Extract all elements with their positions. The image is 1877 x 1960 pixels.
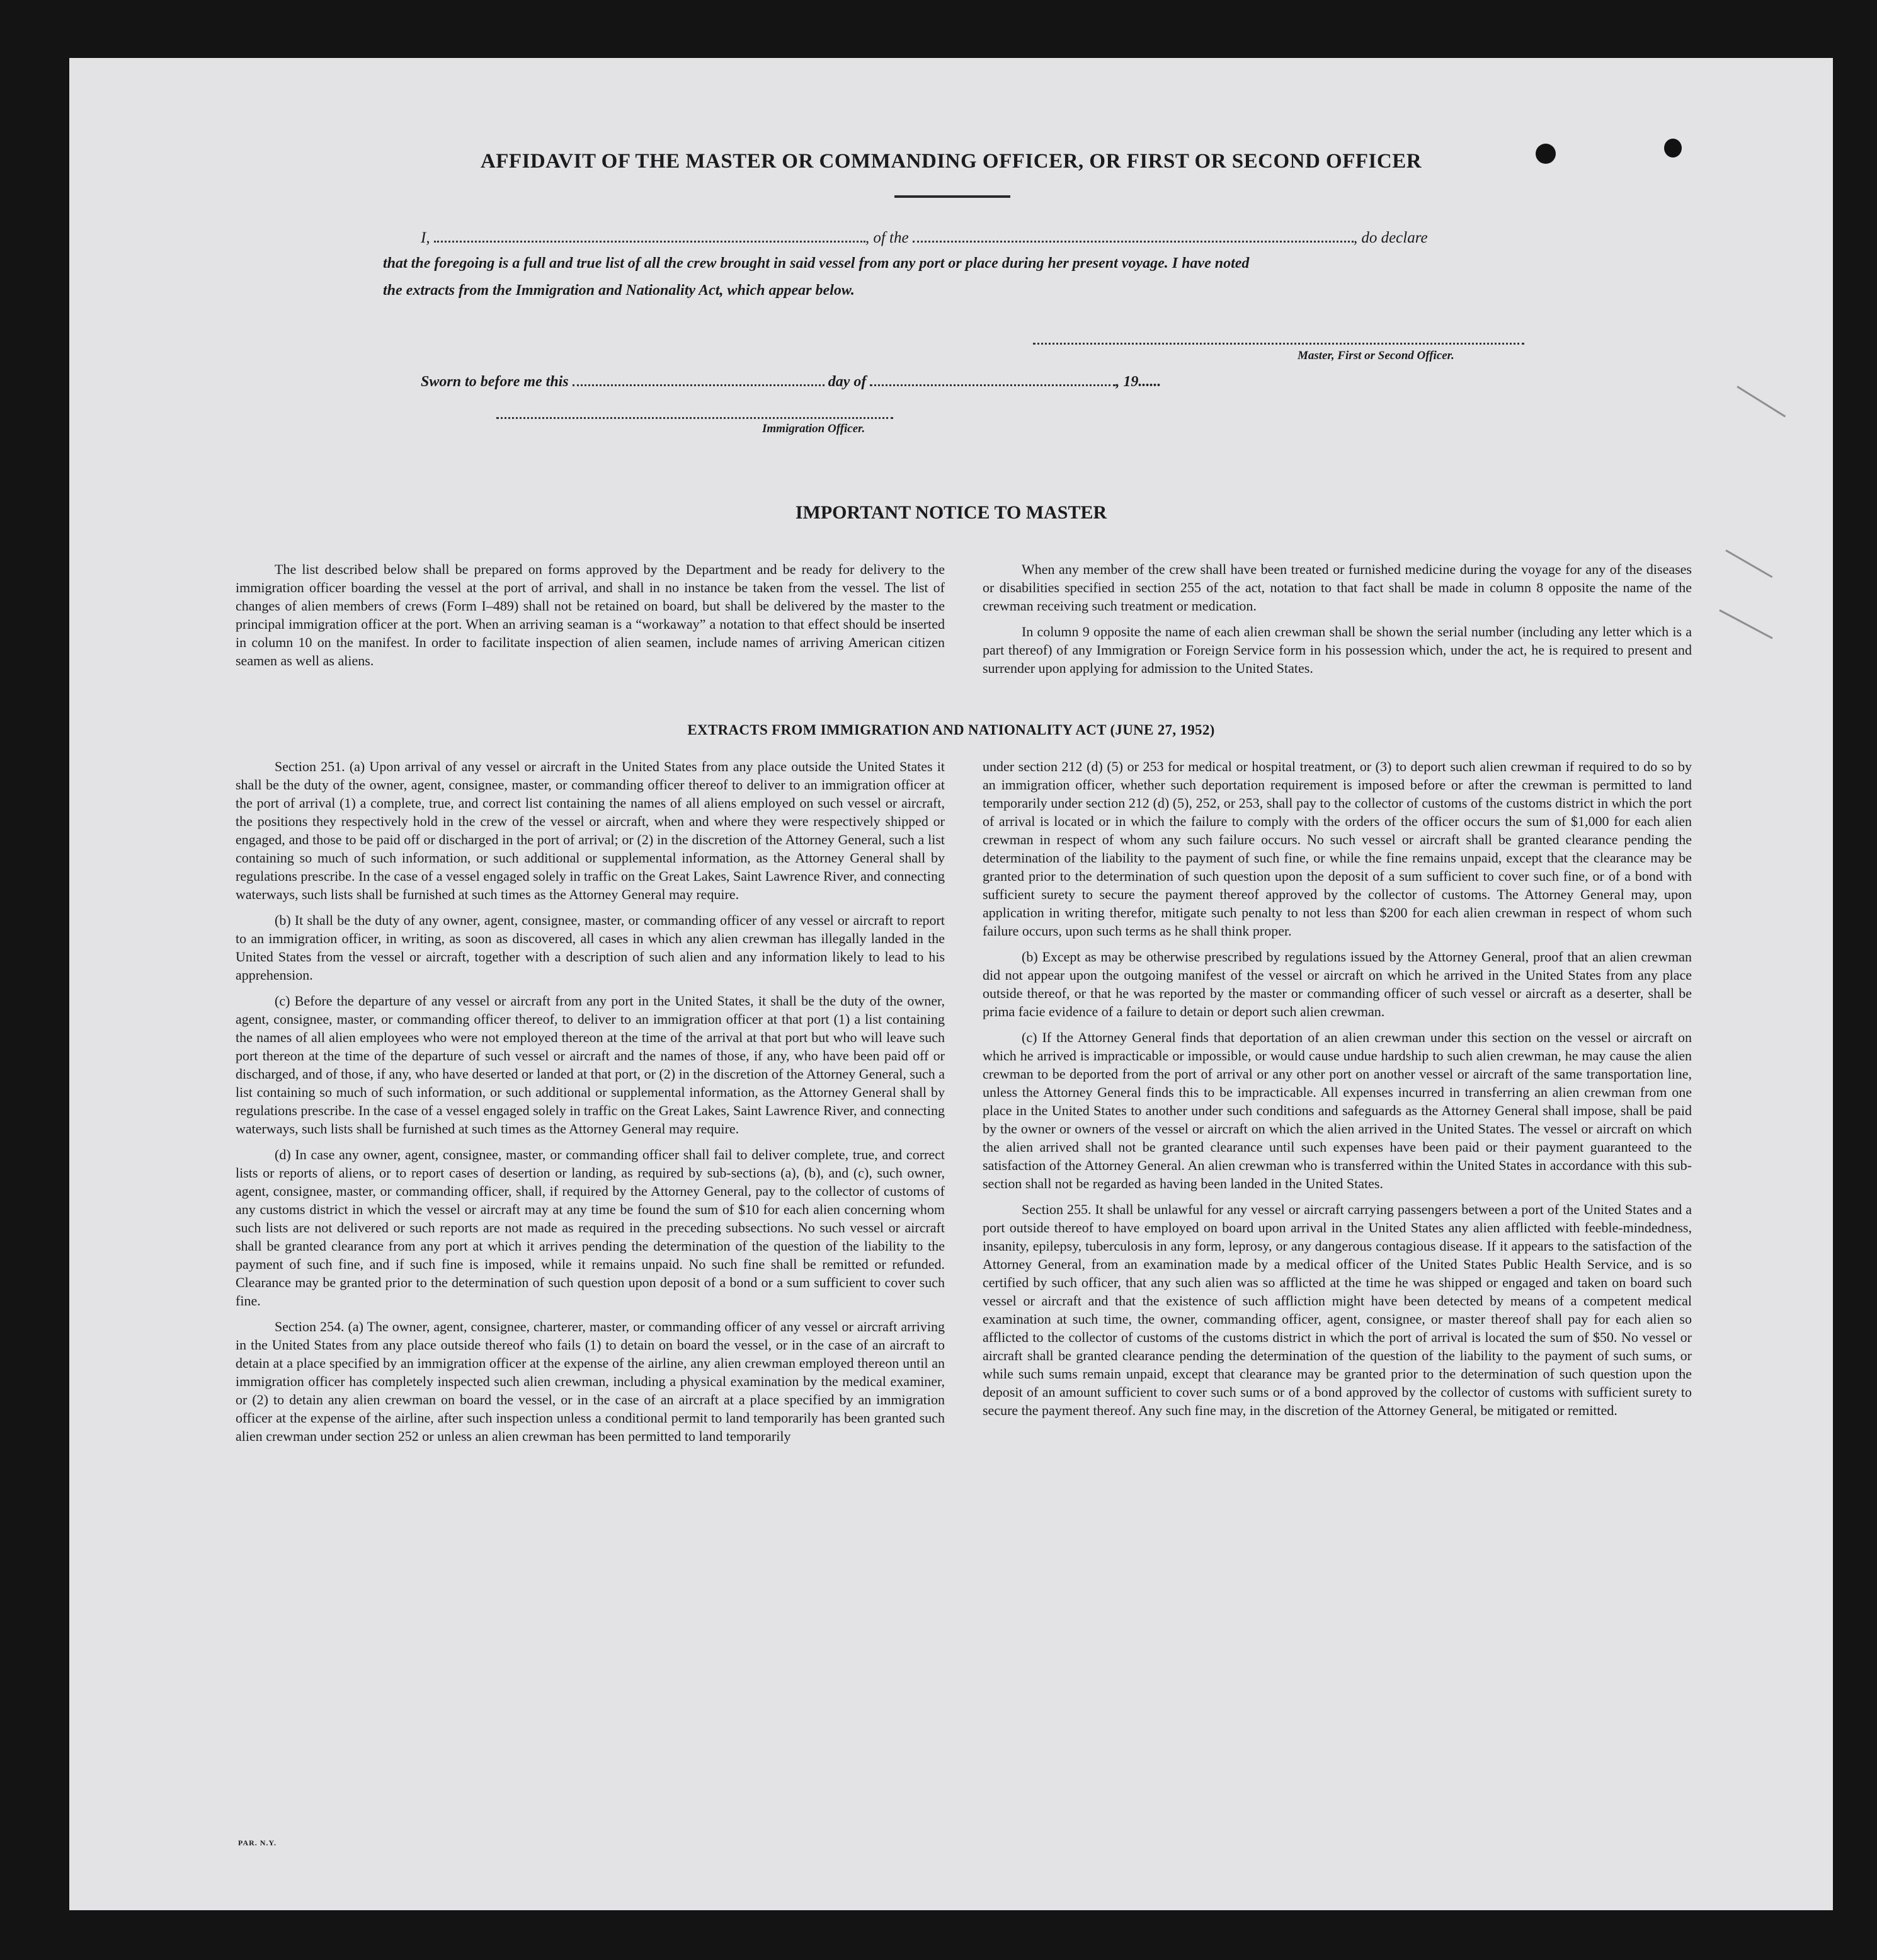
sworn-fill-line (421, 369, 1366, 391)
extracts-title: EXTRACTS FROM IMMIGRATION AND NATIONALITY ACT (JUNE 27, 1952) (687, 722, 1215, 738)
day-of-label: day of (828, 374, 867, 390)
sworn-month-field[interactable] (870, 369, 1115, 386)
sworn-label: Sworn to before me this (421, 374, 569, 390)
of-the-label: , of the (865, 229, 909, 246)
scratch-mark (1719, 609, 1772, 639)
section-254a-paragraph: Section 254. (a) The owner, agent, consignee, charterer, master, or commanding officer of any vessel or aircraft arriving in the United States from any place outside thereof who fails (1) to detain on board the vessel, or in the case of an aircraft to detain at a place specified by an immigration officer at the expense of the airline, any alien crewman employed thereon until an immigration officer has completely inspected such alien crewman, including a physical examination by the medical examiner, or (2) to detain any alien crewman on board the vessel, or in the case of an aircraft at a place specified by an immigration officer at the expense of the airline, after such inspection unless a conditional permit to land temporarily has been granted such alien crewman under section 252 or unless an alien crewman has been permitted to land temporarily (236, 1319, 945, 1444)
declaration-text-line-2: the extracts from the Immigration and Nationality Act, which appear below. (383, 282, 855, 299)
document-page (69, 58, 1833, 1910)
i-label: I, (421, 229, 430, 246)
declaration-text-line-1: that the foregoing is a full and true list of all the crew brought in said vessel from any port or place during her present voyage. I have noted (383, 255, 1250, 272)
notice-paragraph: When any member of the crew shall have been treated or furnished medicine during the voyage for any of the diseases or disabilities specified in section 255 of the act, notation to that fact shall be made in column 8 opposite the name of the crewman receiving such treatment or medication. (983, 561, 1692, 614)
section-251c-paragraph: (c) Before the departure of any vessel or aircraft from any port in the United States, it shall be the duty of the owner, agent, consignee, master, or commanding officer thereof, to deliver to an immigration officer at that port (1) a list containing the names of all alien employees who were not employed thereon at the time of the arrival at that port but who will leave such port thereon at the time of the departure of such vessel or aircraft and the names of those, if any, who have been paid off or discharged, and of those, if any, who have deserted or landed at that port, or (2) in the discretion of the Attorney General, such a list containing so much of such information, or such additional or supplemental information, as the Attorney General shall by regulations prescribe. In the case of a vessel engaged solely in traffic on the Great Lakes, Saint Lawrence River, and connecting waterways, such lists shall be furnished at such times as the Attorney General may require. (236, 993, 945, 1137)
notice-paragraph: In column 9 opposite the name of each alien crewman shall be shown the serial number (including any letter which is a part thereof) of any Immigration or Foreign Service form in his possession which, under the act, he is required to present and surrender upon applying for admission to the United States. (983, 624, 1692, 676)
section-251d-paragraph: (d) In case any owner, agent, consignee, master, or commanding officer shall fail to deliver complete, true, and correct lists or reports of aliens, or to report cases of desertion or landing, as required by sub-sections (a), (b), and (c), such owner, agent, consignee, master, or commanding officer, shall, if required by the Attorney General, pay to the collector of customs of any customs district in which the vessel or aircraft may at any time be found the sum of $10 for each alien concerning whom such lists are not delivered or such reports are not made as required in the preceding subsections. No such vessel or aircraft shall be granted clearance from any port at which it arrives pending the determination of the question of the liability to the payment of such fine, and if such fine is imposed, while it remains unpaid. No such fine shall be remitted or refunded. Clearance may be granted prior to the determination of such question upon deposit of a bond or a sum sufficient to cover such fine. (236, 1147, 945, 1309)
vessel-field[interactable] (913, 226, 1354, 243)
section-251b-paragraph: (b) It shall be the duty of any owner, agent, consignee, master, or commanding officer of any vessel or aircraft to report to an immigration officer, in writing, as soon as discovered, all cases in which any alien crewman has illegally landed in the United States from the vessel or aircraft, together with a description of such alien and any information likely to lead to his apprehension. (236, 912, 945, 983)
notice-left-column (236, 560, 945, 677)
section-251a-paragraph: Section 251. (a) Upon arrival of any vessel or aircraft in the United States from any place outside the United States it shall be the duty of the owner, agent, consignee, master, or commanding officer thereof to deliver to an immigration officer at the port of arrival (1) a complete, true, and correct list containing the names of all aliens employed on such vessel or aircraft, the positions they respectively hold in the crew of the vessel or aircraft, when and where they were respectively shipped or engaged, and those to be paid off or discharged in the port of arrival; or (2) in the discretion of the Attorney General, such a list containing so much of such information, or such additional or supplemental information, as the Attorney General shall by regulations prescribe. In the case of a vessel engaged solely in traffic on the Great Lakes, Saint Lawrence River, and connecting waterways, such lists shall be furnished at such times as the Attorney General may require. (236, 759, 945, 902)
scratch-mark (1737, 386, 1786, 417)
scratch-mark (1725, 549, 1772, 578)
master-signature-label: Master, First or Second Officer. (1298, 349, 1454, 362)
sworn-day-field[interactable] (573, 369, 824, 386)
notice-title: IMPORTANT NOTICE TO MASTER (795, 502, 1107, 523)
notice-right-column (983, 560, 1692, 685)
section-255-paragraph: Section 255. It shall be unlawful for any vessel or aircraft carrying passengers between a port of the United States and a port outside thereof to have employed on board upon arrival in the United States any alien afflicted with feeble-mindedness, insanity, epilepsy, tuberculosis in any form, leprosy, or any dangerous contagious disease. If it appears to the satisfaction of the Attorney General, from an examination made by a medical officer of the United States Public Health Service, and is so certified by such officer, that any such alien was so afflicted at the time he was shipped or engaged and taken on board such vessel or aircraft and that the existence of such affliction might have been detected by means of a competent medical examination at such time, the owner, commanding officer, agent, consignee, or master thereof shall pay for each alien so afflicted to the collector of customs of the customs district in which the port of arrival is located the sum of $50. No vessel or aircraft shall be granted clearance pending the determination of the question of the liability to the payment of such sums, or while such sums remain unpaid, except that clearance may be granted prior to the determination of such question upon the deposit of an amount sufficient to cover such sums or of a bond approved by the collector of customs with sufficient surety to secure the payment thereof. Any such fine may, in the discretion of the Attorney General, be mitigated or remitted. (983, 1201, 1692, 1418)
year-label: , 19...... (1115, 374, 1161, 390)
immigration-officer-label: Immigration Officer. (762, 422, 865, 435)
extracts-left-column (236, 757, 945, 1453)
section-254a-continued-paragraph: under section 212 (d) (5) or 253 for medical or hospital treatment, or (3) to deport such alien crewman if required to do so by an immigration officer, whether such deportation requirement is imposed before or after the crewman is permitted to land temporarily under section 212 (d) (5), 252, or 253, shall pay to the collector of customs of the customs district in which the port of arrival is located or in which the failure to comply with the orders of the officer occurs the sum of $1,000 for each alien crewman in respect of whom any such failure occurs. No such vessel or aircraft shall be granted clearance pending the determination of the liability to the payment of such fine, or while the fine remains unpaid, except that the clearance may be granted prior to the determination of such question upon the deposit of a sum sufficient to cover such fine, or of a bond with sufficient surety to secure the payment thereof approved by the collector of customs. The Attorney General may, upon application in writing therefor, mitigate such penalty to not less than $200 for each alien crewman in respect of whom such failure occurs, upon such terms as he shall think proper. (983, 759, 1692, 939)
extracts-right-column (983, 757, 1692, 1427)
notice-paragraph: The list described below shall be prepared on forms approved by the Department and be ready for delivery to the immigration officer boarding the vessel at the port of arrival, and shall in no instance be taken from the vessel. The list of changes of alien members of crews (Form I–489) shall not be retained on board, but shall be delivered by the master to the principal immigration officer at the port. When an arriving seaman is a “workaway” a notation to that effect should be inserted in column 10 on the manifest. In order to facilitate inspection of alien seamen, include names of arriving American citizen seamen as well as aliens. (236, 561, 945, 668)
immigration-officer-signature-line[interactable] (496, 417, 893, 419)
title-underline (894, 195, 1010, 198)
name-field[interactable] (434, 226, 865, 243)
section-254c-paragraph: (c) If the Attorney General finds that deportation of an alien crewman under this section on the vessel or aircraft on which he arrived is impracticable or impossible, or would cause undue hardship to such alien crewman, he may cause the alien crewman to be deported from the port of arrival or any other port on another vessel or aircraft of the same transportation line, unless the Attorney General finds this to be impracticable. All expenses incurred in transferring an alien crewman from one place in the United States to another under such conditions and safeguards as the Attorney General shall impose, shall be paid by the owner or owners of the vessel or aircraft on which the alien arrived in the United States. The vessel or aircraft on which the alien arrived shall not be granted clearance until such expenses have been paid or their payment guaranteed to the satisfaction of the Attorney General. An alien crewman who is transferred within the United States in accordance with this sub-section shall not be regarded as having been landed in the United States. (983, 1029, 1692, 1191)
master-signature-line[interactable] (1033, 343, 1524, 345)
affidavit-title: AFFIDAVIT OF THE MASTER OR COMMANDING OFFICER, OR FIRST OR SECOND OFFICER (480, 150, 1422, 173)
printer-mark: PAR. N.Y. (238, 1838, 277, 1847)
do-declare-label: , do declare (1353, 229, 1428, 246)
section-254b-paragraph: (b) Except as may be otherwise prescribed by regulations issued by the Attorney General, proof that an alien crewman did not appear upon the outgoing manifest of the vessel or aircraft on which he arrived in the United States from any place outside thereof, or that he was reported by the master or commanding officer of such vessel or aircraft as a deserter, shall be prima facie evidence of a failure to detain or deport such alien crewman. (983, 949, 1692, 1019)
declaration-fill-line (421, 226, 1592, 247)
